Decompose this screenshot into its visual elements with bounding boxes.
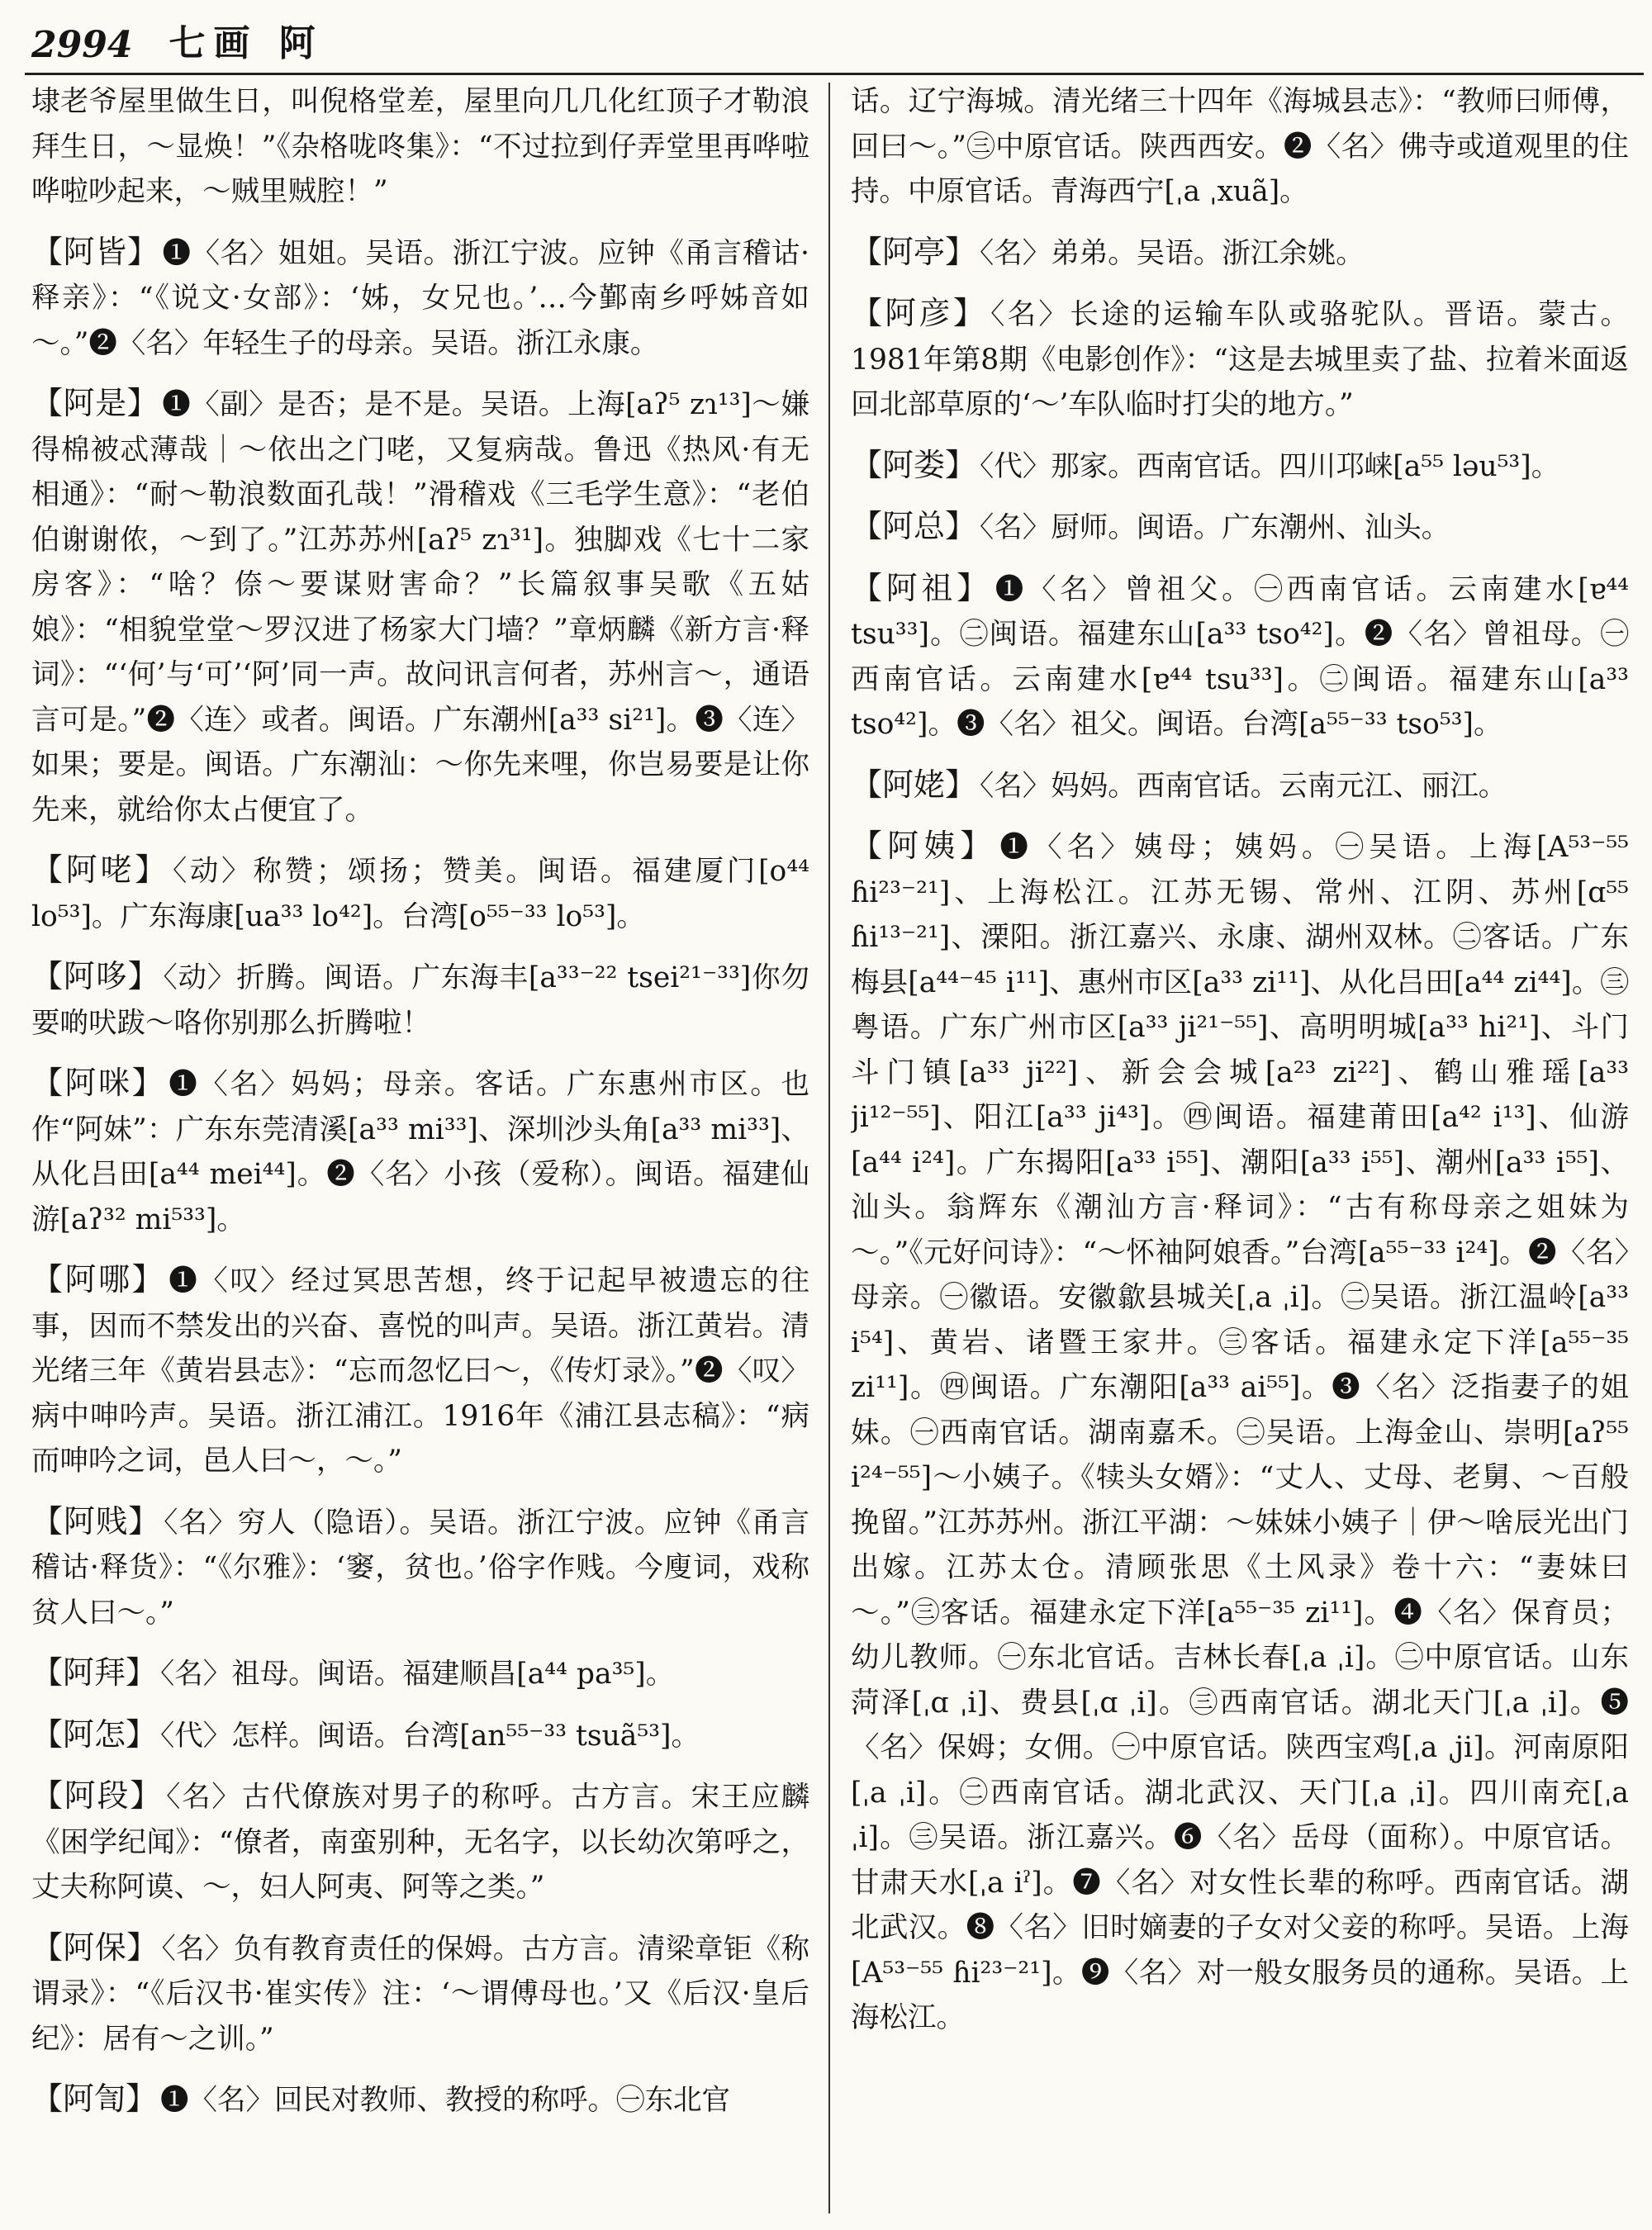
continued-text: 话。辽宁海城。清光绪三十四年《海城县志》：“教师曰师傅，回曰～。”㊂中原官话。陕西西安。❷〈名〉佛寺或道观里的住持。中原官话。青海西宁[ˌa ˌxuã]。: [851, 85, 1629, 208]
entry-headword: 【阿祖】: [851, 569, 992, 606]
dictionary-entry: [851, 762, 1629, 809]
dictionary-entry: [31, 1712, 809, 1759]
entry-headword: 【阿訇】: [31, 2081, 158, 2117]
dictionary-entry: [31, 1773, 809, 1910]
dictionary-entry: [31, 1499, 809, 1636]
entry-definition: 〈名〉祖母。闽语。福建顺昌[a⁴⁴ pa³⁵]。: [160, 1658, 675, 1691]
dictionary-entry: [31, 1257, 809, 1484]
entry-headword: 【阿姨】: [851, 828, 997, 864]
entry-definition: 〈名〉妈妈。西南官话。云南元江、丽江。: [980, 769, 1507, 803]
dictionary-entry: [31, 1925, 809, 2062]
page-number: 2994: [31, 24, 133, 66]
entry-headword: 【阿姥】: [851, 766, 977, 803]
entry-headword: 【阿咾】: [31, 852, 169, 888]
entry-definition: ❶〈名〉曾祖父。㊀西南官话。云南建水[ɐ⁴⁴ tsu³³]。㊁闽语。福建东山[a³³ tso⁴²]。❷〈名〉曾祖母。㊀西南官话。云南建水[ɐ⁴⁴ tsu³³]。㊁闽语。福建东山[a³³ tso⁴²]。❸〈名〉祖父。闽语。台湾[a⁵⁵⁻³³ tso⁵³]。: [851, 572, 1629, 741]
entry-headword: 【阿娄】: [851, 446, 977, 483]
entry-definition: 〈名〉弟弟。吴语。浙江余姚。: [980, 236, 1365, 270]
entry-definition: 〈动〉折腾。闽语。广东海丰[a³³⁻²² tsei²¹⁻³³]你勿要啲吠跋～咯你别那么折腾啦！: [31, 961, 809, 1040]
entry-definition: 〈名〉穷人（隐语）。吴语。浙江宁波。应钟《甬言稽诂·释货》：“《尔雅》：‘窭，贫也。’俗字作贱。今廋词，戏称贫人曰～。”: [31, 1506, 809, 1630]
entry-definition: 〈名〉厨师。闽语。广东潮州、汕头。: [980, 511, 1450, 544]
entry-definition: ❶〈叹〉经过冥思苦想，终于记起早被遗忘的往事，因而不禁发出的兴奋、喜悦的叫声。吴语。浙江黄岩。清光绪三年《黄岩县志》：“忘而忽忆曰～，《传灯录》。”❷〈叹〉病中呻吟声。吴语。浙江浦江。1916年《浦江县志稿》：“病而呻吟之词，邑人曰～，～。”: [31, 1264, 809, 1478]
dictionary-entry: [851, 443, 1629, 490]
entry-definition: ❶〈名〉姨母；姨妈。㊀吴语。上海[A⁵³⁻⁵⁵ ɦi²³⁻²¹]、上海松江。江苏无锡、常州、江阴、苏州[ɑ⁵⁵ ɦi¹³⁻²¹]、溧阳。浙江嘉兴、永康、湖州双林。㊁客话。广东梅县[a⁴⁴⁻⁴⁵ i¹¹]、惠州市区[a³³ zi¹¹]、从化吕田[a⁴⁴ zi⁴⁴]。㊂粤语。广东广州市区[a³³ ji²¹⁻⁵⁵]、高明明城[a³³ hi²¹]、斗门斗门镇[a³³ ji²²]、新会会城[a²³ zi²²]、鹤山雅瑶[a³³ ji¹²⁻⁵⁵]、阳江[a³³ ji⁴³]。㊃闽语。福建莆田[a⁴² i¹³]、仙游[a⁴⁴ i²⁴]。广东揭阳[a³³ i⁵⁵]、潮阳[a³³ i⁵⁵]、潮州[a³³ i⁵⁵]、汕头。翁辉东《潮汕方言·释词》：“古有称母亲之姐妹为～。”《元好问诗》：“～怀袖阿娘香。”台湾[a⁵⁵⁻³³ i²⁴]。❷〈名〉母亲。㊀徽语。安徽歙县城关[ˌa ˌi]。㊁吴语。浙江温岭[a³³ i⁵⁴]、黄岩、诸暨王家井。㊂客话。福建永定下洋[a⁵⁵⁻³⁵ zi¹¹]。㊃闽语。广东潮阳[a³³ ai⁵⁵]。❸〈名〉泛指妻子的姐妹。㊀西南官话。湖南嘉禾。㊁吴语。上海金山、崇明[aʔ⁵⁵ i²⁴⁻⁵⁵]～小姨子。《犊头女婿》：“丈人、丈母、老舅、～百般挽留。”江苏苏州。浙江平湖：～妹妹小姨子｜伊～啥辰光出门出嫁。江苏太仓。清顾张思《土风录》卷十六：“妻妹曰～。”㊂客话。福建永定下洋[a⁵⁵⁻³⁵ zi¹¹]。❹〈名〉保育员；幼儿教师。㊀东北官话。吉林长春[ˌa ˌi]。㊁中原官话。山东菏泽[ˌɑ ˌi]、费县[ˌɑ ˌi]。㊂西南官话。湖北天门[ˌa ˌi]。❺〈名〉保姆；女佣。㊀中原官话。陕西宝鸡[ˌa ˌji]。河南原阳[ˌa ˌi]。㊁西南官话。湖北武汉、天门[ˌa ˌi]。四川南充[ˌa ˌi]。㊂吴语。浙江嘉兴。❻〈名〉岳母（面称）。中原官话。甘肃天水[ˌa iˀ]。❼〈名〉对女性长辈的称呼。西南官话。湖北武汉。❽〈名〉旧时嫡妻的子女对父妾的称呼。吴语。上海[A⁵³⁻⁵⁵ ɦi²³⁻²¹]。❾〈名〉对一般女服务员的通称。吴语。上海松江。: [851, 831, 1629, 2034]
dictionary-entry: [31, 954, 809, 1046]
entry-headword: 【阿怎】: [31, 1715, 158, 1753]
dictionary-entry: [31, 2076, 809, 2123]
entry-definition: ❶〈名〉回民对教师、教授的称呼。㊀东北官: [160, 2084, 731, 2117]
entry-headword: 【阿皆】: [31, 233, 159, 270]
entry-headword: 【阿咪】: [31, 1065, 166, 1101]
dictionary-entry: [851, 504, 1629, 551]
dictionary-entry: [851, 291, 1629, 428]
entry-definition: 〈动〉称赞；颂扬；赞美。闽语。福建厦门[o⁴⁴ lo⁵³]。广东海康[ua³³ lo⁴²]。台湾[o⁵⁵⁻³³ lo⁵³]。: [31, 855, 809, 933]
dictionary-entry: [851, 230, 1629, 277]
right-column: [851, 79, 1629, 2223]
entry-headword: 【阿拜】: [31, 1654, 158, 1691]
dictionary-entry: [31, 1650, 809, 1697]
entry-headword: 【阿哪】: [31, 1261, 166, 1298]
dictionary-entry: [31, 230, 809, 367]
entry-headword: 【阿哆】: [31, 958, 160, 994]
dictionary-entry: [851, 566, 1629, 747]
entry-headword: 【阿亭】: [851, 233, 977, 270]
entry-headword: 【阿保】: [31, 1929, 159, 1966]
entry-definition: 〈代〉那家。西南官话。四川邛崃[a⁵⁵ ləu⁵³]。: [980, 449, 1560, 483]
dictionary-entry: [31, 847, 809, 939]
dictionary-entry: [851, 823, 1629, 2041]
section-title: 七画 阿: [169, 22, 324, 64]
entry-definition: 〈代〉怎样。闽语。台湾[an⁵⁵⁻³³ tsuã⁵³]。: [160, 1719, 700, 1753]
dictionary-entry: [31, 381, 809, 833]
continued-text: 埭老爷屋里做生日，叫倪格堂差，屋里向几几化红顶子才勒浪拜生日，～显焕！”《杂格咙咚集》：“不过拉到仔弄堂里再哗啦哗啦吵起来，～贼里贼腔！”: [31, 85, 809, 208]
dictionary-entry: [31, 1060, 809, 1242]
entry-headword: 【阿段】: [31, 1777, 164, 1814]
entry-headword: 【阿是】: [31, 385, 159, 421]
entry-headword: 【阿贱】: [31, 1502, 161, 1540]
entry-definition: ❶〈副〉是否；是不是。吴语。上海[aʔ⁵ zɿ¹³]～嫌得棉被忒薄哉｜～依出之门咾，又复病哉。鲁迅《热风·有无相通》：“耐～勒浪数面孔哉！”滑稽戏《三毛学生意》：“老伯伯谢谢侬，～到了。”江苏苏州[aʔ⁵ zɿ³¹]。独脚戏《七十二家房客》：“啥？倷～要谋财害命？”长篇叙事吴歌《五姑娘》：“相貌堂堂～罗汉进了杨家大门墙？”章炳麟《新方言·释词》：“‘何’与‘可’‘阿’同一声。故问讯言何者，苏州言～，通语言可是。”❷〈连〉或者。闽语。广东潮州[a³³ si²¹]。❸〈连〉如果；要是。闽语。广东潮汕：～你先来哩，你岂易要是让你先来，就给你太占便宜了。: [31, 388, 809, 827]
entry-definition: 〈名〉古代僚族对男子的称呼。古方言。宋王应麟《困学纪闻》：“僚者，南蛮别种，无名字，以长幼次第呼之，丈夫称阿谟、～，妇人阿夷、阿等之类。”: [31, 1781, 809, 1904]
entry-definition: ❶〈名〉姐姐。吴语。浙江宁波。应钟《甬言稽诂·释亲》：“《说文·女部》：‘姊，女兄也。’…今鄞南乡呼姊音如～。”❷〈名〉年轻生子的母亲。吴语。浙江永康。: [31, 236, 809, 360]
entry-headword: 【阿总】: [851, 508, 977, 544]
entry-definition: 〈名〉负有教育责任的保姆。古方言。清梁章钜《称谓录》：“《后汉书·崔实传》注：‘～谓傅母也。’又《后汉·皇后纪》：居有～之训。”: [31, 1932, 809, 2056]
entry-headword: 【阿彦】: [851, 295, 988, 331]
entry-definition: 〈名〉长途的运输车队或骆驼队。晋语。蒙古。1981年第8期《电影创作》：“这是去城里卖了盐、拉着米面返回北部草原的‘～’车队临时打尖的地方。”: [851, 298, 1629, 421]
left-column: [31, 79, 809, 2223]
column-divider: [828, 83, 830, 2213]
header-rule: [25, 73, 1644, 75]
entry-definition: ❶〈名〉妈妈；母亲。客话。广东惠州市区。也作“阿妹”：广东东莞清溪[a³³ mi³³]、深圳沙头角[a³³ mi³³]、从化吕田[a⁴⁴ mei⁴⁴]。❷〈名〉小孩（爱称）。闽语。福建仙游[aʔ³² mi⁵³³]。: [31, 1068, 809, 1236]
page-header: [31, 8, 324, 66]
